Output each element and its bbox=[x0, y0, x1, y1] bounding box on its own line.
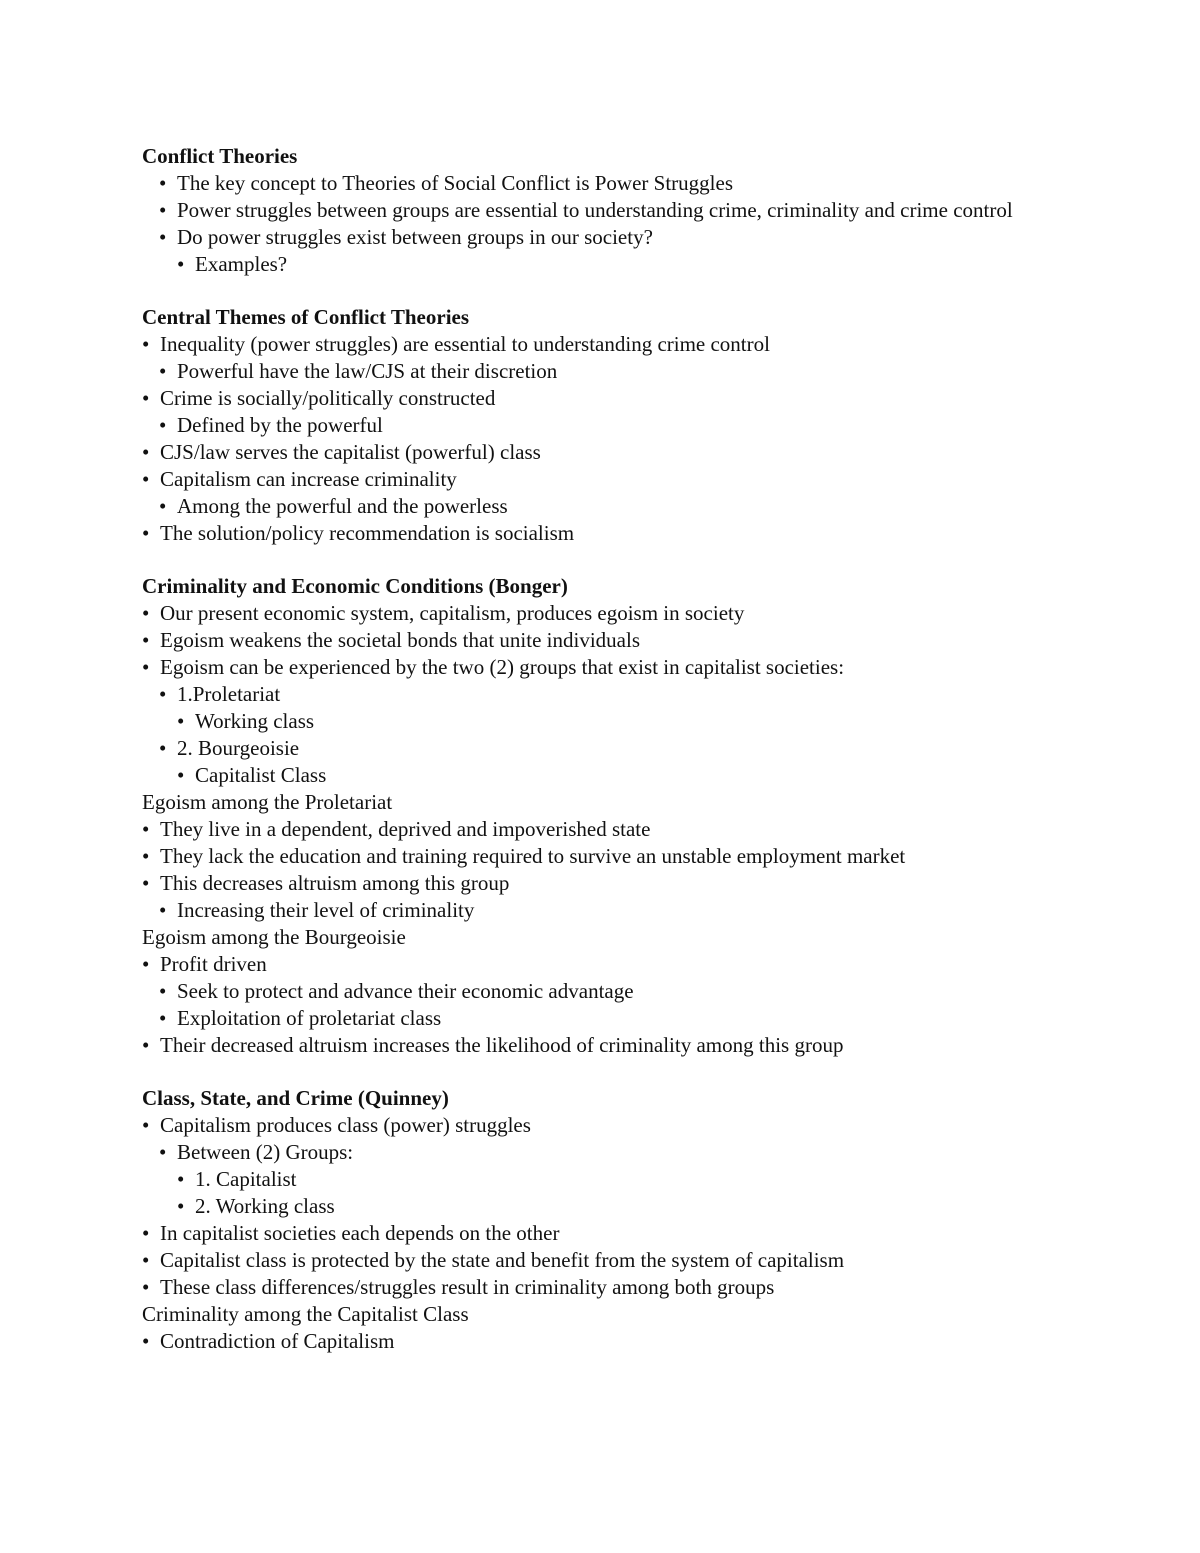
list-item bbox=[142, 978, 1082, 1005]
bullet-icon: • bbox=[177, 763, 185, 787]
list-item-text: These class differences/struggles result in criminality among both groups bbox=[160, 1275, 775, 1299]
list-item-text: Crime is socially/politically constructed bbox=[160, 386, 496, 410]
bullet-icon: • bbox=[159, 736, 167, 760]
list-item-text: 1. Capitalist bbox=[195, 1167, 297, 1191]
list-item-text: 1.Proletariat bbox=[177, 682, 281, 706]
section-heading: Central Themes of Conflict Theories bbox=[142, 305, 470, 329]
list-item-text: Their decreased altruism increases the likelihood of criminality among this group bbox=[160, 1033, 844, 1057]
bullet-icon: • bbox=[142, 467, 150, 491]
bullet-icon: • bbox=[159, 198, 167, 222]
bullet-icon: • bbox=[177, 1167, 185, 1191]
list-item-text: This decreases altruism among this group bbox=[160, 871, 510, 895]
bullet-icon: • bbox=[159, 359, 167, 383]
list-item bbox=[142, 951, 1082, 978]
bullet-icon: • bbox=[142, 1275, 150, 1299]
bullet-icon: • bbox=[159, 1006, 167, 1030]
list-item-text: Do power struggles exist between groups in our society? bbox=[177, 225, 653, 249]
list-item-text: They live in a dependent, deprived and impoverished state bbox=[160, 817, 651, 841]
bullet-icon: • bbox=[159, 494, 167, 518]
list-item-text: Exploitation of proletariat class bbox=[177, 1006, 442, 1030]
list-item-text: Defined by the powerful bbox=[177, 413, 383, 437]
bullet-icon: • bbox=[142, 521, 150, 545]
bullet-icon: • bbox=[142, 332, 150, 356]
list-item-text: Profit driven bbox=[160, 952, 267, 976]
bullet-icon: • bbox=[142, 601, 150, 625]
list-item bbox=[142, 466, 1082, 493]
bullet-icon: • bbox=[177, 252, 185, 276]
list-item bbox=[142, 1139, 1082, 1166]
list-item-text: Egoism can be experienced by the two (2) groups that exist in capitalist societies: bbox=[160, 655, 845, 679]
list-item bbox=[142, 897, 1082, 924]
subheading-text: Criminality among the Capitalist Class bbox=[142, 1302, 469, 1326]
bullet-icon: • bbox=[142, 1248, 150, 1272]
list-item bbox=[142, 331, 1082, 358]
list-item bbox=[142, 170, 1082, 197]
bullet-icon: • bbox=[159, 413, 167, 437]
list-item-text: Powerful have the law/CJS at their discretion bbox=[177, 359, 558, 383]
list-item bbox=[142, 735, 1082, 762]
list-item bbox=[142, 412, 1082, 439]
list-item-text: 2. Bourgeoisie bbox=[177, 736, 300, 760]
section-heading: Criminality and Economic Conditions (Bonger) bbox=[142, 574, 568, 598]
list-item bbox=[142, 816, 1082, 843]
bullet-icon: • bbox=[159, 898, 167, 922]
subheading-text: Egoism among the Proletariat bbox=[142, 790, 393, 814]
bullet-icon: • bbox=[142, 440, 150, 464]
list-item bbox=[142, 708, 1082, 735]
section-heading: Class, State, and Crime (Quinney) bbox=[142, 1086, 449, 1110]
bullet-icon: • bbox=[159, 1140, 167, 1164]
list-item bbox=[142, 627, 1082, 654]
list-item-text: They lack the education and training required to survive an unstable employment market bbox=[160, 844, 906, 868]
list-item bbox=[142, 1112, 1082, 1139]
bullet-icon: • bbox=[177, 1194, 185, 1218]
bullet-icon: • bbox=[159, 225, 167, 249]
list-item bbox=[142, 493, 1082, 520]
list-item bbox=[142, 1220, 1082, 1247]
bullet-icon: • bbox=[142, 844, 150, 868]
list-item bbox=[142, 654, 1082, 681]
bullet-icon: • bbox=[142, 952, 150, 976]
list-item-text: Egoism weakens the societal bonds that unite individuals bbox=[160, 628, 640, 652]
list-item-text: Power struggles between groups are essential to understanding crime, criminality and crime control bbox=[177, 198, 1013, 222]
list-item bbox=[142, 600, 1082, 627]
bullet-icon: • bbox=[142, 1113, 150, 1137]
list-item-text: Contradiction of Capitalism bbox=[160, 1329, 395, 1353]
list-item bbox=[142, 439, 1082, 466]
bullet-icon: • bbox=[142, 1329, 150, 1353]
list-item-text: Capitalist class is protected by the state and benefit from the system of capitalism bbox=[160, 1248, 845, 1272]
list-item-text: Examples? bbox=[195, 252, 288, 276]
list-item-text: Seek to protect and advance their economic advantage bbox=[177, 979, 634, 1003]
list-item-text: In capitalist societies each depends on the other bbox=[160, 1221, 560, 1245]
bullet-icon: • bbox=[142, 386, 150, 410]
bullet-icon: • bbox=[142, 817, 150, 841]
bullet-icon: • bbox=[142, 871, 150, 895]
subheading-text: Egoism among the Bourgeoisie bbox=[142, 925, 406, 949]
bullet-icon: • bbox=[159, 171, 167, 195]
bullet-icon: • bbox=[159, 682, 167, 706]
list-item bbox=[142, 358, 1082, 385]
list-item bbox=[142, 1193, 1082, 1220]
list-item-text: Our present economic system, capitalism, produces egoism in society bbox=[160, 601, 745, 625]
list-item bbox=[142, 1166, 1082, 1193]
list-item-text: Capitalism produces class (power) struggles bbox=[160, 1113, 531, 1137]
list-item-text: Between (2) Groups: bbox=[177, 1140, 354, 1164]
section-heading: Conflict Theories bbox=[142, 144, 298, 168]
list-item bbox=[142, 1032, 1082, 1059]
list-item bbox=[142, 1274, 1082, 1301]
list-item-text: Inequality (power struggles) are essential to understanding crime control bbox=[160, 332, 770, 356]
list-item bbox=[142, 1328, 1082, 1355]
bullet-icon: • bbox=[142, 655, 150, 679]
list-item bbox=[142, 520, 1082, 547]
list-item bbox=[142, 1247, 1082, 1274]
list-item bbox=[142, 843, 1082, 870]
list-item bbox=[142, 197, 1082, 224]
list-item-text: Among the powerful and the powerless bbox=[177, 494, 508, 518]
list-item bbox=[142, 224, 1082, 251]
bullet-icon: • bbox=[177, 709, 185, 733]
list-item bbox=[142, 762, 1082, 789]
list-item bbox=[142, 681, 1082, 708]
list-item-text: Capitalism can increase criminality bbox=[160, 467, 457, 491]
list-item bbox=[142, 251, 1082, 278]
list-item bbox=[142, 1005, 1082, 1032]
list-item-text: Capitalist Class bbox=[195, 763, 327, 787]
bullet-icon: • bbox=[159, 979, 167, 1003]
list-item-text: Working class bbox=[195, 709, 315, 733]
list-item-text: CJS/law serves the capitalist (powerful) class bbox=[160, 440, 541, 464]
list-item-text: Increasing their level of criminality bbox=[177, 898, 475, 922]
list-item bbox=[142, 870, 1082, 897]
bullet-icon: • bbox=[142, 1221, 150, 1245]
list-item-text: The solution/policy recommendation is socialism bbox=[160, 521, 575, 545]
list-item-text: 2. Working class bbox=[195, 1194, 335, 1218]
bullet-icon: • bbox=[142, 1033, 150, 1057]
list-item-text: The key concept to Theories of Social Conflict is Power Struggles bbox=[177, 171, 733, 195]
list-item bbox=[142, 385, 1082, 412]
bullet-icon: • bbox=[142, 628, 150, 652]
document-body bbox=[142, 143, 1082, 1355]
